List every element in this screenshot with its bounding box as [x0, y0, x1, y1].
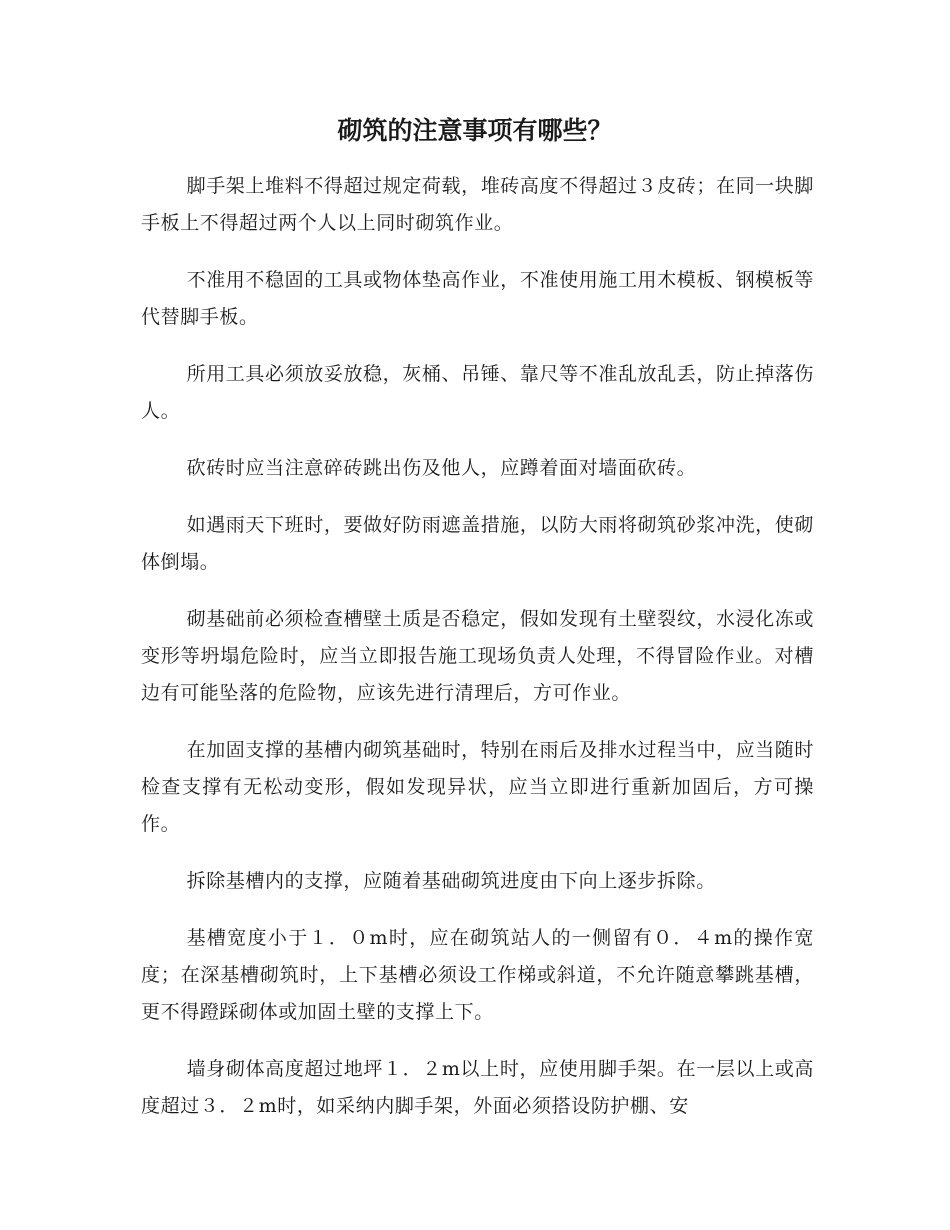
paragraph: 砌基础前必须检查槽壁土质是否稳定，假如发现有土壁裂纹，水浸化冻或变形等坍塌危险时，应当立即报告施工现场负责人处理，不得冒险作业。对槽边有可能坠落的危险物，应该先进行清理后，方可作业。	[141, 608, 814, 704]
paragraph: 所用工具必须放妥放稳，灰桶、吊锤、靠尺等不准乱放乱丢，防止掉落伤人。	[141, 363, 814, 422]
paragraph: 基槽宽度小于１．０m时，应在砌筑站人的一侧留有０．４m的操作宽度；在深基槽砌筑时，上下基槽必须设工作梯或斜道，不允许随意攀跳基槽，更不得蹬踩砌体或加固土壁的支撑上下。	[141, 927, 814, 1023]
paragraph: 砍砖时应当注意碎砖跳出伤及他人，应蹲着面对墙面砍砖。	[186, 457, 697, 479]
document-title: 砌筑的注意事项有哪些？	[337, 116, 613, 145]
paragraph: 墙身砌体高度超过地坪１．２m以上时，应使用脚手架。在一层以上或高度超过３．２m时，如采纳内脚手架，外面必须搭设防护棚、安	[141, 1058, 814, 1117]
paragraph: 脚手架上堆料不得超过规定荷载，堆砖高度不得超过３皮砖；在同一块脚手板上不得超过两个人以上同时砌筑作业。	[141, 175, 814, 234]
paragraph: 在加固支撑的基槽内砌筑基础时，特别在雨后及排水过程当中，应当随时检查支撑有无松动变形，假如发现异状，应当立即进行重新加固后，方可操作。	[141, 739, 814, 835]
paragraph: 不准用不稳固的工具或物体垫高作业，不准使用施工用木模板、钢模板等代替脚手板。	[141, 269, 814, 328]
paragraph: 拆除基槽内的支撑，应随着基础砌筑进度由下向上逐步拆除。	[186, 870, 716, 892]
document-body	[141, 168, 814, 1145]
paragraph: 如遇雨天下班时，要做好防雨遮盖措施，以防大雨将砌筑砂浆冲洗，使砌体倒塌。	[141, 514, 814, 573]
